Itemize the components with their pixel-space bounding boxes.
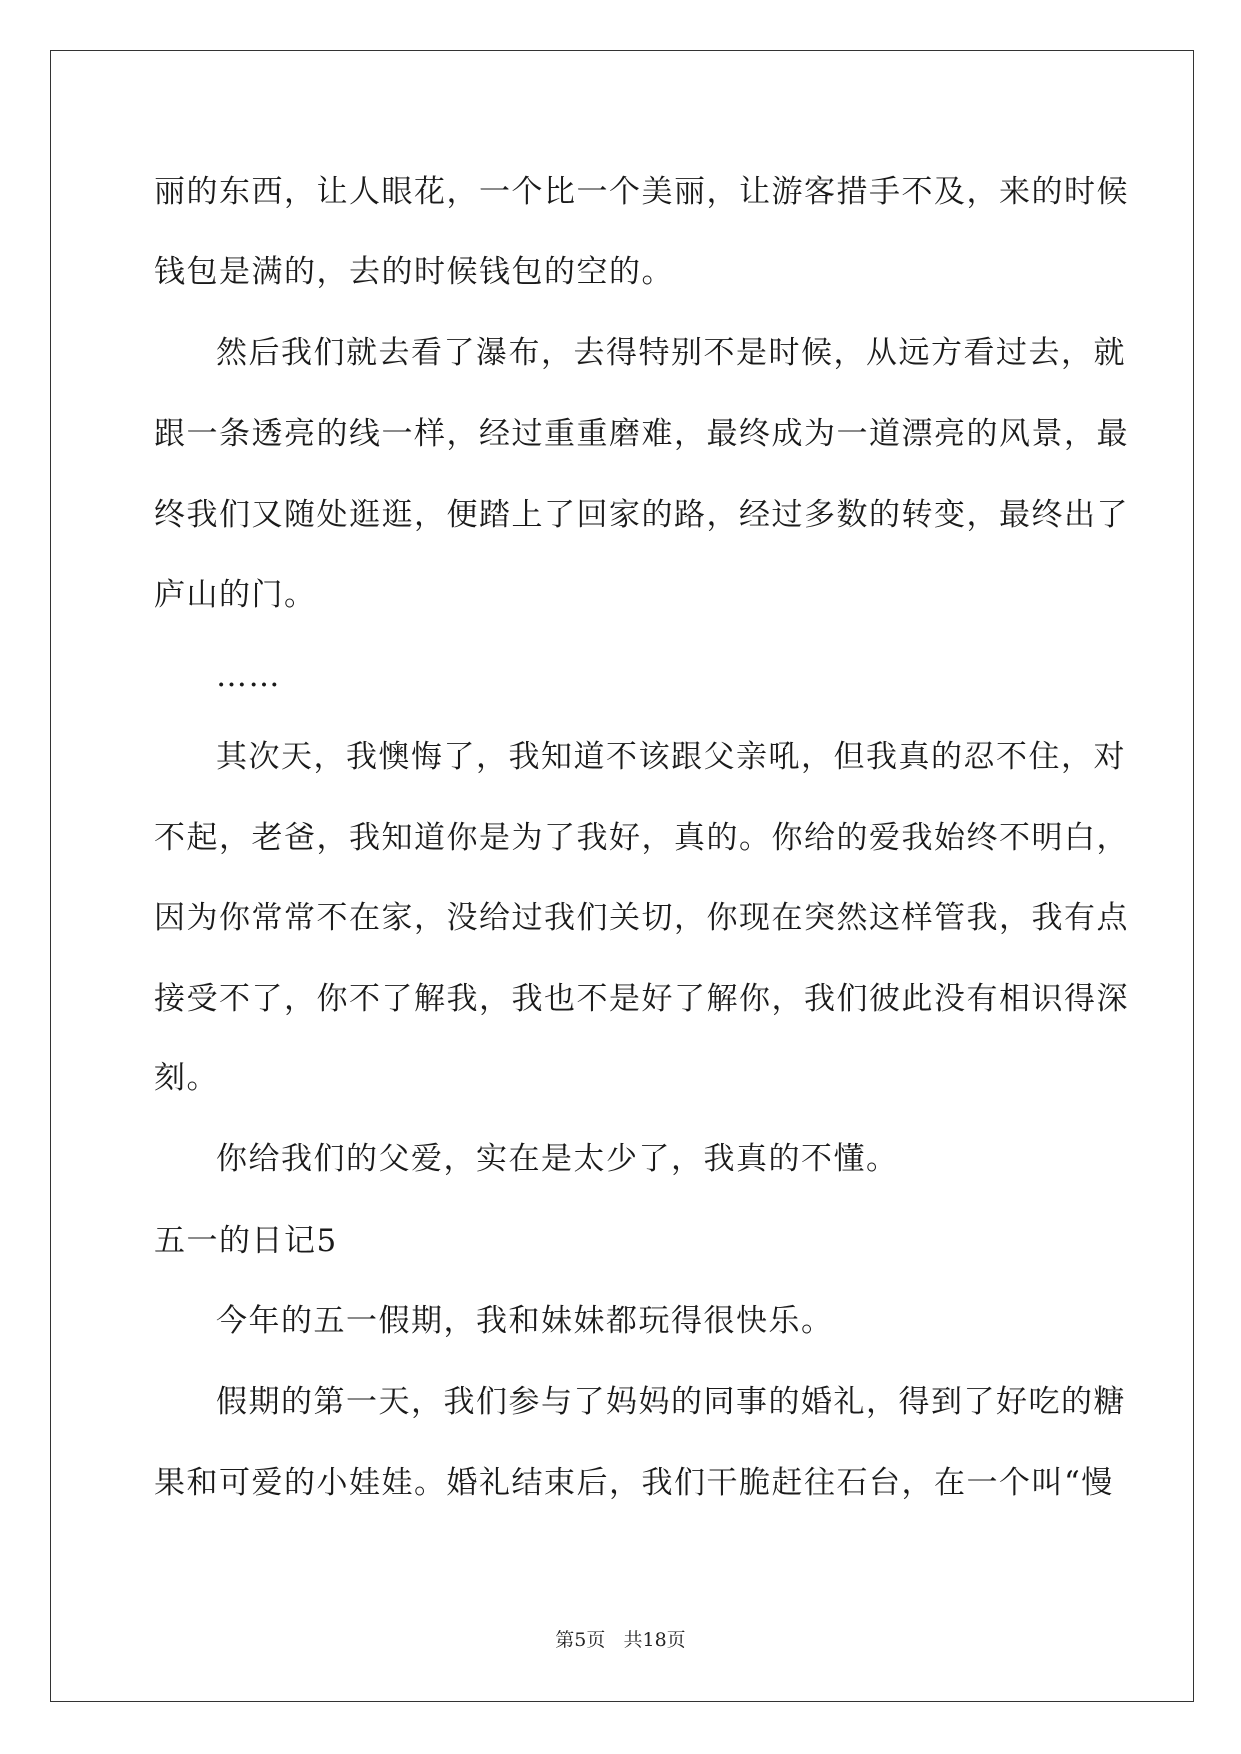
text-line: 庐山的门。 — [154, 577, 317, 613]
text-line: 跟一条透亮的线一样，经过重重磨难，最终成为一道漂亮的风景，最 — [154, 416, 1129, 452]
page-border — [50, 50, 1194, 1702]
text-line: 因为你常常不在家，没给过我们关切，你现在突然这样管我，我有点 — [154, 900, 1129, 936]
paragraph-start-line: 然后我们就去看了瀑布，去得特别不是时候，从远方看过去，就 — [216, 335, 1126, 371]
ellipsis-line: …… — [216, 658, 281, 694]
text-line: 钱包是满的，去的时候钱包的空的。 — [154, 254, 674, 290]
text-line: 刻。 — [154, 1060, 219, 1096]
text-line: 不起，老爸，我知道你是为了我好，真的。你给的爱我始终不明白， — [154, 820, 1129, 856]
paragraph-start-line: 你给我们的父爱，实在是太少了，我真的不懂。 — [216, 1141, 899, 1177]
text-line: 果和可爱的小娃娃。婚礼结束后，我们干脆赶往石台，在一个叫“慢 — [154, 1465, 1114, 1501]
paragraph-start-line: 今年的五一假期，我和妹妹都玩得很快乐。 — [216, 1303, 834, 1339]
page-number-footer: 第5页 共18页 — [555, 1629, 686, 1651]
text-line: 接受不了，你不了解我，我也不是好了解你，我们彼此没有相识得深 — [154, 981, 1129, 1017]
section-heading: 五一的日记5 — [154, 1223, 338, 1259]
paragraph-start-line: 假期的第一天，我们参与了妈妈的同事的婚礼，得到了好吃的糖 — [216, 1384, 1126, 1420]
text-line: 终我们又随处逛逛，便踏上了回家的路，经过多数的转变，最终出了 — [154, 497, 1129, 533]
text-line: 丽的东西，让人眼花，一个比一个美丽，让游客措手不及，来的时候 — [154, 174, 1129, 210]
paragraph-start-line: 其次天，我懊悔了，我知道不该跟父亲吼，但我真的忍不住，对 — [216, 739, 1126, 775]
